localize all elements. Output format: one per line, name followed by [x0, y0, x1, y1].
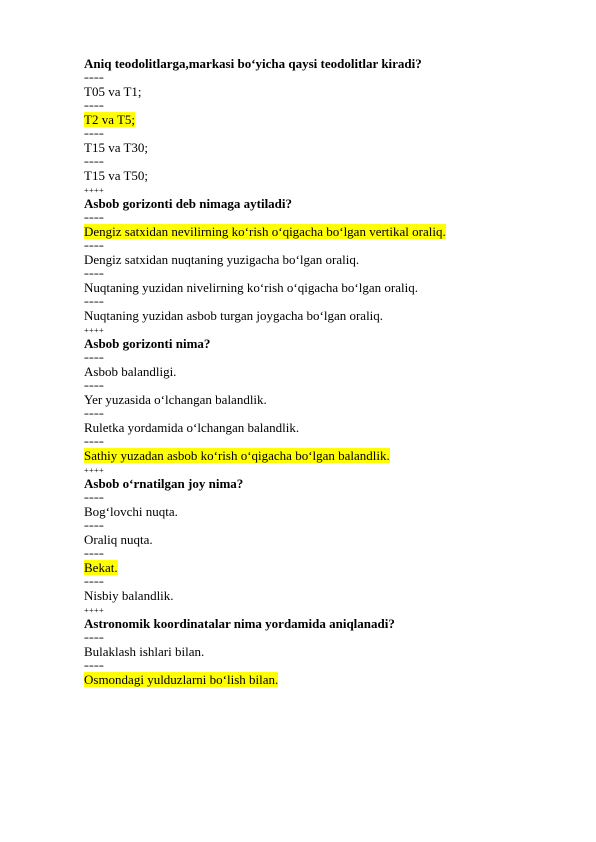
separator-line: [84, 100, 524, 112]
sep-text: ++++: [84, 605, 104, 615]
answer-text: Bekat.: [84, 560, 118, 575]
answer-line: [84, 644, 524, 660]
separator-line: [84, 408, 524, 420]
separator-line: [84, 212, 524, 224]
separator-line: [84, 352, 524, 364]
sep-text: ====: [84, 577, 104, 587]
question-line: [84, 336, 524, 352]
answer-text: Yer yuzasida o‘lchangan balandlik.: [84, 392, 267, 407]
answer-text: Nuqtaning yuzidan nivelirning ko‘rish o‘qigacha bo‘lgan oraliq.: [84, 280, 418, 295]
sep-text: ====: [84, 157, 104, 167]
question-text: Aniq teodolitlarga,markasi bo‘yicha qaysi teodolitlar kiradi?: [84, 56, 422, 71]
answer-text: Osmondagi yulduzlarni bo‘lish bilan.: [84, 672, 279, 687]
separator-line: [84, 128, 524, 140]
sep-text: ++++: [84, 465, 104, 475]
sep-text: ====: [84, 633, 104, 643]
answer-text: Asbob balandligi.: [84, 364, 177, 379]
separator-line: [84, 604, 524, 616]
answer-line: [84, 392, 524, 408]
answer-text: Nisbiy balandlik.: [84, 588, 174, 603]
answer-text: Dengiz satxidan nuqtaning yuzigacha bo‘lgan oraliq.: [84, 252, 360, 267]
separator-line: [84, 660, 524, 672]
answer-line: [84, 532, 524, 548]
separator-line: [84, 520, 524, 532]
separator-line: [84, 296, 524, 308]
answer-line: [84, 588, 524, 604]
document-body: [84, 56, 524, 688]
question-line: [84, 56, 524, 72]
sep-text: ====: [84, 437, 104, 447]
answer-text: Oraliq nuqta.: [84, 532, 153, 547]
question-text: Asbob gorizonti nima?: [84, 336, 211, 351]
separator-line: [84, 156, 524, 168]
sep-text: ++++: [84, 325, 104, 335]
answer-line-highlighted: [84, 560, 524, 576]
answer-text: Nuqtaning yuzidan asbob turgan joygacha bo‘lgan oraliq.: [84, 308, 384, 323]
separator-line: [84, 184, 524, 196]
answer-line-highlighted: [84, 112, 524, 128]
answer-text: Ruletka yordamida o‘lchangan balandlik.: [84, 420, 300, 435]
sep-text: ====: [84, 241, 104, 251]
question-text: Asbob o‘rnatilgan joy nima?: [84, 476, 244, 491]
sep-text: ====: [84, 129, 104, 139]
separator-line: [84, 548, 524, 560]
separator-line: [84, 632, 524, 644]
sep-text: ====: [84, 73, 104, 83]
separator-line: [84, 240, 524, 252]
separator-line: [84, 436, 524, 448]
sep-text: ====: [84, 213, 104, 223]
sep-text: ====: [84, 549, 104, 559]
separator-line: [84, 268, 524, 280]
answer-line-highlighted: [84, 224, 524, 240]
sep-text: ====: [84, 409, 104, 419]
answer-text: T05 va T1;: [84, 84, 142, 99]
answer-line-highlighted: [84, 448, 524, 464]
answer-line: [84, 252, 524, 268]
question-text: Astronomik koordinatalar nima yordamida aniqlanadi?: [84, 616, 395, 631]
sep-text: ====: [84, 493, 104, 503]
separator-line: [84, 324, 524, 336]
separator-line: [84, 72, 524, 84]
separator-line: [84, 464, 524, 476]
question-line: [84, 196, 524, 212]
answer-line: [84, 420, 524, 436]
question-text: Asbob gorizonti deb nimaga aytiladi?: [84, 196, 293, 211]
sep-text: ====: [84, 521, 104, 531]
sep-text: ====: [84, 353, 104, 363]
question-line: [84, 616, 524, 632]
sep-text: ====: [84, 661, 104, 671]
sep-text: ====: [84, 269, 104, 279]
separator-line: [84, 380, 524, 392]
answer-text: Bog‘lovchi nuqta.: [84, 504, 178, 519]
answer-line: [84, 504, 524, 520]
sep-text: ====: [84, 101, 104, 111]
answer-line-highlighted: [84, 672, 524, 688]
answer-line: [84, 308, 524, 324]
sep-text: ====: [84, 297, 104, 307]
separator-line: [84, 576, 524, 588]
answer-text: Sathiy yuzadan asbob ko‘rish o‘qigacha bo‘lgan balandlik.: [84, 448, 390, 463]
answer-line: [84, 84, 524, 100]
answer-text: T15 va T50;: [84, 168, 149, 183]
answer-line: [84, 140, 524, 156]
answer-line: [84, 168, 524, 184]
answer-text: Bulaklash ishlari bilan.: [84, 644, 205, 659]
answer-text: T2 va T5;: [84, 112, 136, 127]
answer-line: [84, 364, 524, 380]
sep-text: ====: [84, 381, 104, 391]
sep-text: ++++: [84, 185, 104, 195]
answer-text: T15 va T30;: [84, 140, 149, 155]
separator-line: [84, 492, 524, 504]
answer-line: [84, 280, 524, 296]
answer-text: Dengiz satxidan nevilirning ko‘rish o‘qigacha bo‘lgan vertikal oraliq.: [84, 224, 446, 239]
question-line: [84, 476, 524, 492]
